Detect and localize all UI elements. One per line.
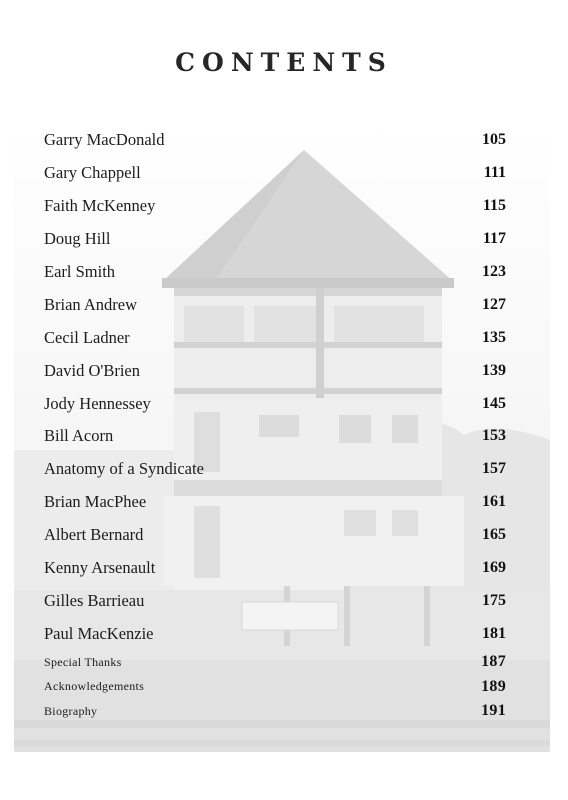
toc-entry-label: Earl Smith (44, 262, 116, 281)
toc-entry-page: 181 (482, 624, 506, 642)
toc-entry-page: 161 (482, 493, 506, 511)
toc-entry-page: 175 (482, 591, 506, 609)
toc-entry-page: 135 (482, 328, 506, 346)
toc-entry-page: 123 (482, 263, 506, 280)
toc-entry-page: 169 (482, 559, 506, 577)
toc-entry[interactable] (44, 256, 506, 289)
toc-entry-label: Gary Chappell (44, 163, 141, 183)
toc-entry-page: 111 (483, 164, 506, 182)
toc-entry-page: 105 (482, 131, 506, 149)
toc-entry[interactable] (44, 453, 506, 486)
toc-entry-label: Brian Andrew (44, 294, 138, 314)
toc-entry[interactable] (44, 387, 506, 420)
toc-entry-label: Kenny Arsenault (44, 558, 156, 578)
toc-entry[interactable] (44, 675, 506, 699)
toc-entry[interactable] (44, 486, 506, 519)
toc-entry[interactable] (44, 190, 506, 223)
toc-entry-label: Acknowledgements (44, 679, 145, 694)
toc-entry[interactable] (44, 354, 506, 387)
toc-entry-page: 117 (482, 230, 506, 248)
toc-entry[interactable] (44, 157, 506, 190)
toc-entry-label: Special Thanks (44, 654, 122, 669)
toc-entry-page: 139 (482, 361, 506, 379)
toc-entry-label: Anatomy of a Syndicate (44, 459, 204, 479)
toc-entry-page: 127 (482, 295, 506, 313)
toc-entry[interactable] (44, 552, 506, 585)
toc-entry[interactable] (44, 124, 506, 157)
toc-entry-page: 165 (482, 526, 506, 544)
toc-entry-label: Bill Acorn (44, 426, 114, 446)
toc-entry-label: Gilles Barrieau (44, 590, 145, 610)
toc-entry-page: 145 (482, 394, 506, 412)
toc-entry[interactable] (44, 223, 506, 256)
table-of-contents (44, 124, 506, 723)
toc-entry-page: 153 (482, 427, 506, 445)
toc-entry-label: Albert Bernard (44, 525, 144, 545)
toc-entry-label: Paul MacKenzie (44, 623, 154, 643)
toc-entry-label: Brian MacPhee (44, 492, 147, 512)
toc-entry[interactable] (44, 699, 506, 723)
toc-entry-page: 191 (481, 702, 506, 720)
toc-entry-label: David O'Brien (44, 360, 140, 380)
toc-entry[interactable] (44, 288, 506, 321)
page-title: CONTENTS (175, 48, 393, 77)
toc-entry[interactable] (44, 420, 506, 453)
toc-entry-label: Doug Hill (44, 229, 111, 249)
toc-entry-page: 157 (482, 460, 506, 478)
toc-entry[interactable] (44, 584, 506, 617)
toc-entry-label: Faith McKenney (44, 196, 156, 216)
toc-entry-label: Jody Hennessey (44, 393, 151, 413)
toc-entry-page: 189 (481, 677, 506, 695)
toc-entry[interactable] (44, 650, 506, 674)
toc-entry[interactable] (44, 321, 506, 354)
toc-entry[interactable] (44, 617, 506, 650)
toc-entry-page: 115 (482, 197, 506, 215)
toc-entry-label: Cecil Ladner (44, 327, 130, 347)
toc-entry-label: Garry MacDonald (44, 130, 165, 150)
toc-entry-page: 187 (481, 653, 506, 671)
toc-entry[interactable] (44, 519, 506, 552)
toc-entry-label: Biography (44, 703, 98, 718)
